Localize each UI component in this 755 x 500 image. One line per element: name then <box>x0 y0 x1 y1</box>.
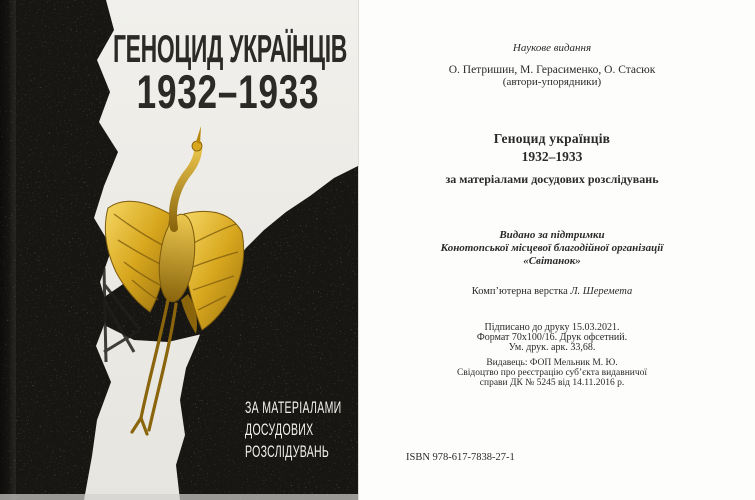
book-cover-front <box>0 0 358 500</box>
typesetting-name: Л. Шеремета <box>570 286 633 297</box>
colophon-page <box>358 0 755 500</box>
authors-line: О. Петришин, М. Герасименко, О. Стасюк <box>448 64 656 76</box>
page-subtitle: за матеріалами досудових розслідувань <box>445 172 659 186</box>
cover-title-line2: 1932–1933 <box>136 64 320 119</box>
publisher-line3: справи ДК № 5245 від 14.11.2016 р. <box>479 378 625 388</box>
cover-subtitle-line3: РОЗСЛІДУВАНЬ <box>245 441 330 461</box>
support-note-line2: Конотопської місцевої благодійної організації <box>440 242 664 254</box>
authors-role: (автори-упорядники) <box>502 76 602 88</box>
cover-subtitle-line2: ДОСУДОВИХ <box>245 419 314 439</box>
spine-shadow <box>0 0 16 500</box>
publisher-line1: Видавець: ФОП Мельник М. Ю. <box>486 358 618 368</box>
cover-title-line1: ГЕНОЦИД УКРАЇНЦІВ <box>112 26 348 71</box>
page-title-line2: 1932–1933 <box>521 149 583 164</box>
isbn: ISBN 978-617-7838-27-1 <box>406 452 515 463</box>
support-note-line3: «Світанок» <box>523 255 581 267</box>
print-info-line1: Підписано до друку 15.03.2021. <box>484 322 620 333</box>
publisher-line2: Свідоцтво про реєстрацію суб’єкта видавничої <box>456 368 648 378</box>
cover-bottom-edge <box>0 494 358 500</box>
edition-note: Наукове видання <box>512 42 592 54</box>
print-info-line3: Ум. друк. арк. 33,68. <box>508 342 596 353</box>
typesetting-label: Комп’ютерна верстка <box>471 286 571 297</box>
cover-subtitle-line1: ЗА МАТЕРІАЛАМИ <box>245 397 342 417</box>
page-title-line1: Геноцид українців <box>493 131 611 146</box>
cover-artwork <box>0 0 358 500</box>
support-note-line1: Видано за підтримки <box>499 229 605 241</box>
typesetting-credit <box>359 286 745 298</box>
print-info-line2: Формат 70х100/16. Друк офсетний. <box>476 332 628 343</box>
